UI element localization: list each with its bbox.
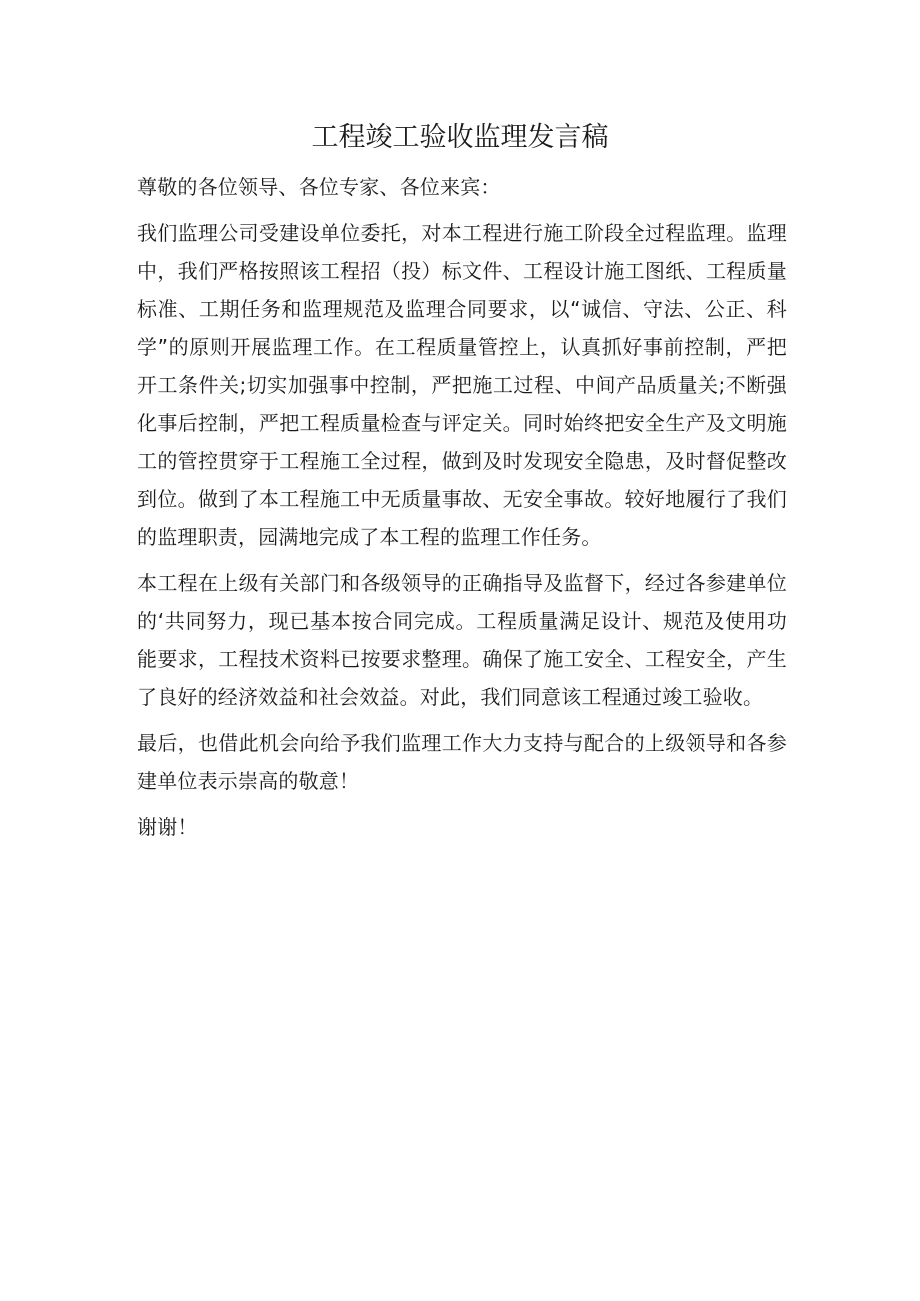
paragraph-supervision-work: 我们监理公司受建设单位委托，对本工程进行施工阶段全过程监理。监理中，我们严格按照该工程招（投）标文件、工程设计施工图纸、工程质量标准、工期任务和监理规范及监理合同要求，以“诚信、守法、公正、科学”的原则开展监理工作。在工程质量管控上，认真抓好事前控制，严把开工条件关;切实加强事中控制，严把施工过程、中间产品质量关;不断强化事后控制，严把工程质量检查与评定关。同时始终把安全生产及文明施工的管控贯穿于工程施工全过程，做到及时发现安全隐患，及时督促整改到位。做到了本工程施工中无质量事故、无安全事故。较好地履行了我们的监理职责，园满地完成了本工程的监理工作任务。 bbox=[137, 221, 787, 549]
salutation: 尊敬的各位领导、各位专家、各位来宾： bbox=[137, 175, 501, 199]
document-title: 工程竣工验收监理发言稿 bbox=[311, 122, 609, 153]
closing-thanks: 谢谢！ bbox=[137, 815, 198, 839]
document-body bbox=[137, 168, 787, 854]
paragraph-project-completion: 本工程在上级有关部门和各级领导的正确指导及监督下，经过各参建单位的‘共同努力，现已基本按合同完成。工程质量满足设计、规范及使用功能要求，工程技术资料已按要求整理。确保了施工安全、工程安全，产生了良好的经济效益和社会效益。对此，我们同意该工程通过竣工验收。 bbox=[137, 571, 787, 709]
paragraph-gratitude: 最后，也借此机会向给予我们监理工作大力支持与配合的上级领导和各参建单位表示崇高的敬意！ bbox=[137, 731, 787, 793]
